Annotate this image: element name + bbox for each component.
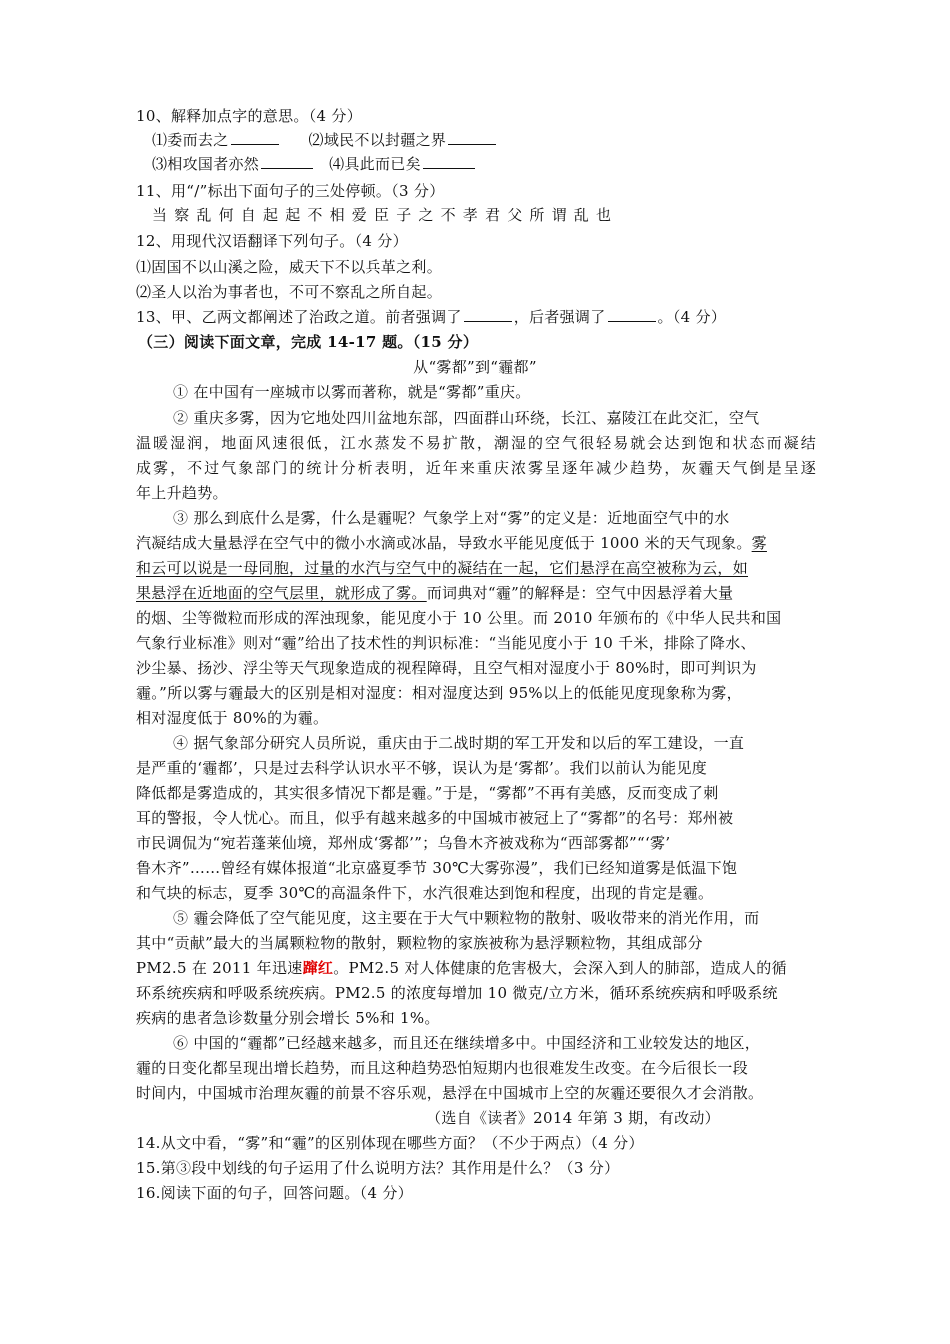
answer-blank[interactable] (608, 307, 656, 322)
para-6-line-3: 时间内，中国城市治理灰霾的前景不容乐观，悬浮在中国城市上空的灰霾还要很久才会消散。 (136, 1084, 764, 1102)
para-5-line-5: 疾病的患者急诊数量分别会增长 5%和 1%。 (136, 1009, 440, 1027)
q10-title: 10、解释加点字的意思。（4 分） (136, 107, 362, 125)
para-3-line-9: 相对湿度低于 80%的为霾。 (136, 709, 329, 727)
q16: 16.阅读下面的句子，回答问题。（4 分） (136, 1184, 413, 1202)
q12-title: 12、用现代汉语翻译下列句子。（4 分） (136, 232, 408, 250)
underlined-sentence: 雾 (751, 534, 767, 552)
para-3-line-8: 霾。”所以雾与霾最大的区别是相对湿度：相对湿度达到 95%以上的低能见度现象称为雾， (136, 684, 742, 702)
underlined-sentence: 和云可以说是一母同胞，过量的水汽与空气中的凝结在一起，它们悬浮在高空被称为云，如 (136, 559, 749, 577)
para-4-line-7: 和气块的标志，夏季 30℃的高温条件下，水汽很难达到饱和程度，出现的肯定是霾。 (136, 884, 714, 902)
q12-sentence-1: ⑴固国不以山溪之险，威天下不以兵革之利。 (136, 258, 443, 276)
para-3-line-7: 沙尘暴、扬沙、浮尘等天气现象造成的视程障碍，且空气相对湿度小于 80%时，即可判识为 (136, 659, 757, 677)
answer-blank[interactable] (423, 154, 475, 169)
para-5-line-2: 其中“贡献”最大的当属颗粒物的散射，颗粒物的家族被称为悬浮颗粒物，其组成部分 (136, 934, 703, 952)
article-title: 从“雾都”到“霾都” (413, 358, 537, 376)
q10-item-2: ⑵域民不以封疆之界 (308, 131, 447, 149)
para-6-line-1: ⑥ 中国的“霾都”已经越来越多，而且还在继续增多中。中国经济和工业较发达的地区， (173, 1034, 761, 1052)
highlighted-word: 蹿红 (302, 959, 334, 977)
q11-sentence: 当察乱何自起起不相爱臣子之不孝君父所谓乱也 (152, 206, 619, 224)
para-4-line-5: 市民调侃为“宛若蓬莱仙境，郑州成‘雾都’”；乌鲁木齐被戏称为“西部雾都”“‘雾’ (136, 834, 671, 852)
q10-item-4: ⑷具此而已矣 (329, 155, 421, 173)
q10-item-3: ⑶相攻国者亦然 (152, 155, 260, 173)
q13-part-b: ，后者强调了 (513, 308, 606, 326)
para-4-line-3: 降低都是雾造成的，其实很多情况下都是霾。”于是，“雾都”不再有美感，反而变成了刺 (136, 784, 719, 802)
q15: 15.第③段中划线的句子运用了什么说明方法？其作用是什么？（3 分） (136, 1159, 620, 1177)
q12-sentence-2: ⑵圣人以治为事者也，不可不察乱之所自起。 (136, 283, 443, 301)
q10-items-row2 (152, 152, 832, 176)
q13-part-a: 13、甲、乙两文都阐述了治政之道。前者强调了 (136, 308, 462, 326)
article-source: （选自《读者》2014 年第 3 期，有改动） (426, 1109, 720, 1127)
answer-blank[interactable] (448, 130, 496, 145)
para-4-line-4: 耳的警报，令人忧心。而且，似乎有越来越多的中国城市被冠上了“雾都”的名号：郑州被 (136, 809, 734, 827)
q11-title: 11、用“/”标出下面句子的三处停顿。（3 分） (136, 182, 445, 200)
para-2-line-1: ② 重庆多雾，因为它地处四川盆地东部，四面群山环绕，长江、嘉陵江在此交汇，空气 (173, 409, 760, 427)
para-3-line-4: 果悬浮在近地面的空气层里，就形成了雾。而词典对“霾”的解释是：空气中因悬浮着大量 (136, 584, 734, 602)
q10-items-row1 (152, 128, 832, 152)
answer-blank[interactable] (464, 307, 512, 322)
q10-item-1: ⑴委而去之 (152, 131, 229, 149)
para-1: ① 在中国有一座城市以雾而著称，就是“雾都”重庆。 (173, 383, 531, 401)
para-3-line-1: ③ 那么到底什么是雾，什么是霾呢？气象学上对“雾”的定义是：近地面空气中的水 (173, 509, 730, 527)
para-2-line-3: 成雾，不过气象部门的统计分析表明，近年来重庆浓雾呈逐年减少趋势，灰霾天气倒是呈逐 (136, 459, 816, 477)
para-4-line-6: 鲁木齐”……曾经有媒体报道“北京盛夏季节 30℃大雾弥漫”，我们已经知道雾是低温下饱 (136, 859, 738, 877)
para-2-line-4: 年上升趋势。 (136, 484, 228, 502)
section3-header: （三）阅读下面文章，完成 14-17 题。（15 分） (138, 333, 479, 351)
para-5-line-3: PM2.5 在 2011 年迅速蹿红。PM2.5 对人体健康的危害极大，会深入到人的肺部，造成人的循 (136, 959, 787, 977)
answer-blank[interactable] (261, 154, 313, 169)
q13-part-c: 。（4 分） (657, 308, 727, 326)
underlined-sentence: 果悬浮在近地面的空气层里，就形成了雾。 (136, 584, 427, 602)
para-2-line-2: 温暖湿润，地面风速很低，江水蒸发不易扩散，潮湿的空气很轻易就会达到饱和状态而凝结 (136, 434, 816, 452)
q13-line (136, 305, 816, 329)
para-3-line-5: 的烟、尘等微粒而形成的浑浊现象，能见度小于 10 公里。而 2010 年颁布的《中华人民共和国 (136, 609, 782, 627)
para-5-line-4: 环系统疾病和呼吸系统疾病。PM2.5 的浓度每增加 10 微克/立方米，循环系统疾病和呼吸系统 (136, 984, 778, 1002)
para-6-line-2: 霾的日变化都呈现出增长趋势，而且这种趋势恐怕短期内也很难发生改变。在今后很长一段 (136, 1059, 749, 1077)
q14: 14.从文中看，“雾”和“霾”的区别体现在哪些方面？（不少于两点）（4 分） (136, 1134, 644, 1152)
para-3-line-6: 气象行业标准》则对“霾”给出了技术性的判识标准：“当能见度小于 10 千米，排除了降水、 (136, 634, 756, 652)
para-4-line-1: ④ 据气象部分研究人员所说，重庆由于二战时期的军工开发和以后的军工建设，一直 (173, 734, 745, 752)
para-5-line-1: ⑤ 霾会降低了空气能见度，这主要在于大气中颗粒物的散射、吸收带来的消光作用，而 (173, 909, 760, 927)
para-4-line-2: 是严重的‘霾都’，只是过去科学认识水平不够，误认为是‘雾都’。我们以前认为能见度 (136, 759, 708, 777)
para-3-line-2: 汽凝结成大量悬浮在空气中的微小水滴或冰晶，导致水平能见度低于 1000 米的天气现象。雾 (136, 534, 767, 552)
answer-blank[interactable] (231, 130, 279, 145)
